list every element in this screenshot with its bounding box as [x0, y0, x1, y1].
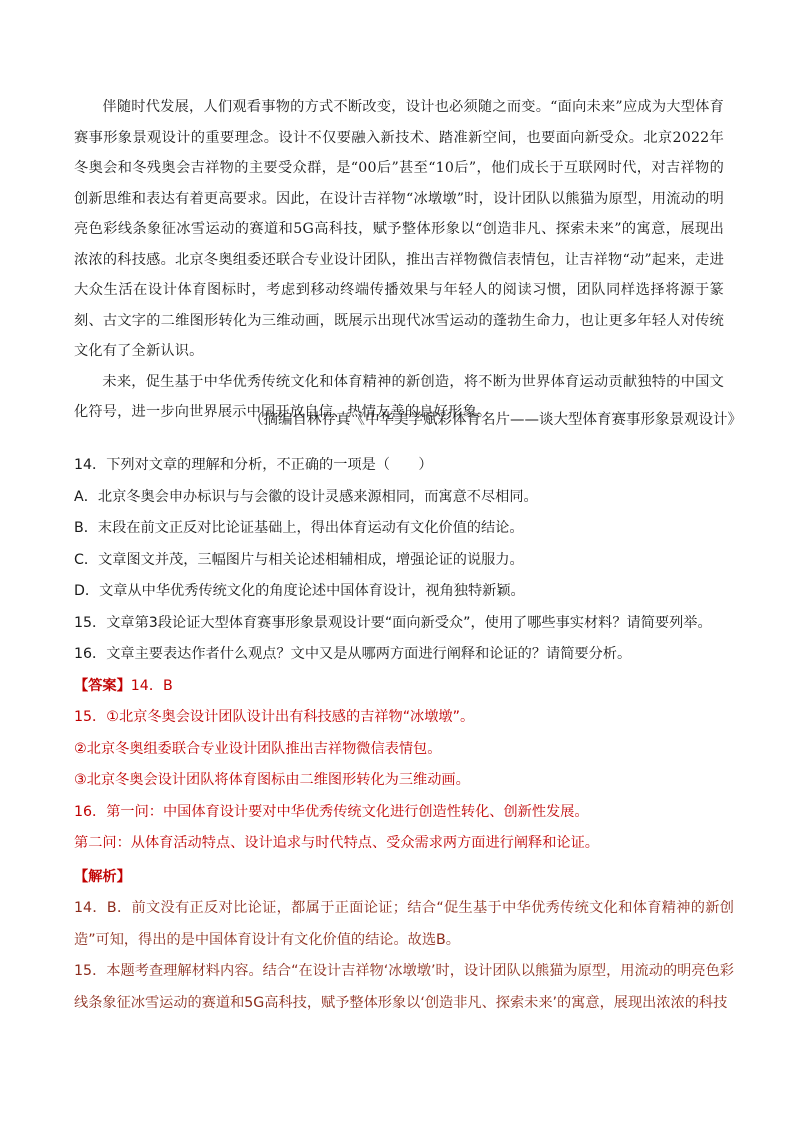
answer-16-2: 第二问：从体育活动特点、设计追求与时代特点、受众需求两方面进行阐释和论证。	[74, 835, 599, 851]
analysis-tag: 【解析】	[74, 868, 131, 885]
option-b: B．末段在前文正反对比论证基础上，得出体育运动有文化价值的结论。	[74, 520, 524, 536]
answer-16-1: 16．第一问：中国体育设计要对中华优秀传统文化进行创造性转化、创新性发展。	[74, 803, 589, 820]
question-16: 16．文章主要表达作者什么观点？文中又是从哪两方面进行阐释和论证的？请简要分析。	[74, 646, 632, 662]
answer-15-2: ②北京冬奥组委联合专业设计团队推出吉祥物微信表情包。	[74, 740, 442, 757]
option-a: A．北京冬奥会申办标识与与会徽的设计灵感来源相同，而寓意不尽相同。	[74, 488, 538, 505]
analysis-tag-line	[74, 862, 734, 894]
passage	[74, 92, 724, 428]
option-d: D．文章从中华优秀传统文化的角度论述中国体育设计，视角独特新颖。	[74, 583, 525, 599]
answer-15-3: ③北京冬奥会设计团队将体育图标由二维图形转化为三维动画。	[74, 772, 470, 788]
question-15: 15．文章第3段论证大型体育赛事形象景观设计要“面向新受众”，使用了哪些事实材料？请简要列举。	[74, 614, 712, 631]
answer-block	[74, 671, 734, 703]
analysis-15: 15．本题考查理解材料内容。结合“在设计吉祥物‘冰墩墩’时，设计团队以熊猫为原型，用流动的明亮色彩线条象征冰雪运动的赛道和5G高科技，赋予整体形象以‘创造非凡、探索未来’的寓意，展现出浓浓的科技	[74, 963, 734, 1011]
passage-paragraph: 伴随时代发展，人们观看事物的方式不断改变，设计也必须随之而变。“面向未来”应成为大型体育赛事形象景观设计的重要理念。设计不仅要融入新技术、踏准新空间，也要面向新受众。北京2022年冬奥会和冬残奥会吉祥物的主要受众群，是“00后”甚至“10后”，他们成长于互联网时代，对吉祥物的创新思维和表达有着更高要求。因此，在设计吉祥物“冰墩墩”时，设计团队以熊猫为原型，用流动的明亮色彩线条象征冰雪运动的赛道和5G高科技，赋予整体形象以“创造非凡、探索未来”的寓意，展现出浓浓的科技感。北京冬奥组委还联合专业设计团队，推出吉祥物微信表情包，让吉祥物“动”起来，走进大众生活在设计体育图标时，考虑到移动终端传播效果与年轻人的阅读习惯，团队同样选择将源于篆刻、古文字的二维图形转化为三维动画，既展示出现代冰雪运动的蓬勃生命力，也让更多年轻人对传统文化有了全新认识。	[74, 99, 724, 359]
source-citation: （摘编自林存真《中华美学赋彩体育名片——谈大型体育赛事形象景观设计》	[249, 412, 742, 428]
answer-14: 14．B	[130, 677, 173, 694]
option-c: C．文章图文并茂，三幅图片与相关论述相辅相成，增强论证的说服力。	[74, 551, 524, 568]
answer-tag: 【答案】	[74, 677, 131, 694]
passage-paragraph: 未来，促生基于中华优秀传统文化和体育精神的新创造，将不断为世界体育运动贡献独特的中国文化符号，进一步向世界展示中国开放自信、热情友善的良好形象。	[74, 373, 724, 420]
question-14: 14．下列对文章的理解和分析，不正确的一项是（ ）	[74, 457, 433, 473]
answer-15-1: 15．①北京冬奥会设计团队设计出有科技感的吉祥物“冰墩墩”。	[74, 709, 475, 725]
questions-section	[74, 450, 734, 1019]
analysis-14: 14．B．前文没有正反对比论证，都属于正面论证；结合“促生基于中华优秀传统文化和体育精神的新创造”可知，得出的是中国体育设计有文化价值的结论。故选B。	[74, 900, 734, 948]
